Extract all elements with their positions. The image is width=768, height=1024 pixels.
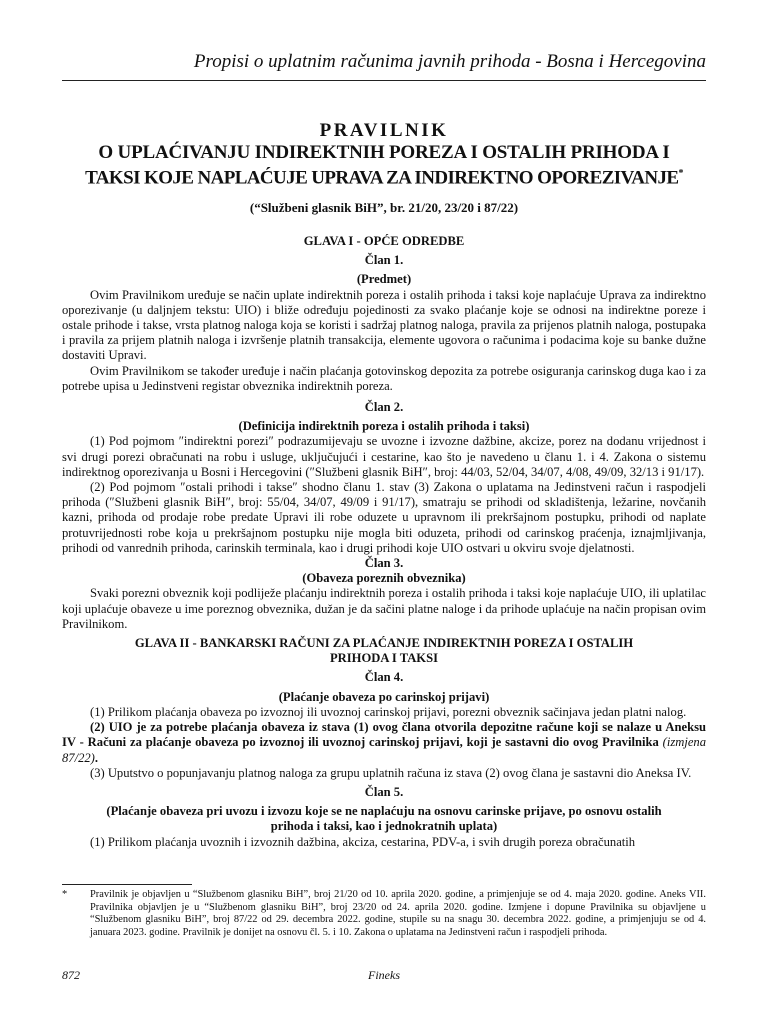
title-line-3 xyxy=(62,163,706,188)
article-4-paragraph-3: (3) Uputstvo o popunjavanju platnog naloga za grupu uplatnih računa iz stava (2) ovog člana je sastavni dio Aneksa IV. xyxy=(90,765,692,780)
article-1-subheading: (Predmet) xyxy=(356,272,412,287)
article-5-subheading-line-2: prihoda i taksi, kao i jednokratnih uplata) xyxy=(270,819,498,834)
article-4-subheading: (Plaćanje obaveza po carinskoj prijavi) xyxy=(278,689,490,704)
footnote-rule xyxy=(62,884,192,885)
title-line-2: O UPLAĆIVANJU INDIREKTNIH POREZA I OSTALIH PRIHODA I xyxy=(98,142,670,163)
chapter-heading-2-line-1: GLAVA II - BANKARSKI RAČUNI ZA PLAĆANJE INDIREKTNIH POREZA I OSTALIH xyxy=(134,636,634,651)
document-title xyxy=(62,120,706,188)
publisher-name: Fineks xyxy=(368,968,400,982)
article-4-heading: Član 4. xyxy=(364,670,404,685)
article-2-heading: Član 2. xyxy=(364,400,404,415)
chapter-heading-2-line-2: PRIHODA I TAKSI xyxy=(329,651,438,666)
article-3-subheading: (Obaveza poreznih obveznika) xyxy=(302,571,466,586)
article-5-heading: Član 5. xyxy=(364,784,404,799)
footnote-mark: * xyxy=(62,889,68,900)
title-footnote-mark: * xyxy=(678,168,683,179)
title-line-1: PRAVILNIK xyxy=(319,120,449,141)
document-body xyxy=(62,234,706,850)
article-2-subheading: (Definicija indirektnih poreza i ostalih prihoda i taksi) xyxy=(238,419,530,434)
article-4-paragraph-2-bold: (2) UIO je za potrebe plaćanja obaveza iz stava (1) ovog člana otvorila depozitne račune koji se nalaze u Aneksu IV - Računi za plaćanje obaveza po izvoznoj ili uvoznoj carinskoj prijavi, koji je sastavni dio ovog Pravilnika xyxy=(62,720,706,750)
article-1-heading: Član 1. xyxy=(364,253,404,268)
article-2-paragraph-1: (1) Pod pojmom ″indirektni porezi″ podrazumijevaju se uvozne i izvozne dažbine, akcize, porez na dodanu vrijednost i svi drugi porezi obračunati na robu i usluge, uključujući i cestarine, kao što je navedeno u članu 1. i 4. Zakona o sistemu indirektnog oporezivanja u Bosni i Hercegovini (″Službeni glasnik BiH″, broj: 44/03, 52/04, 34/07, 4/08, 49/09, 32/13 i 91/17). xyxy=(62,434,706,479)
page-number: 872 xyxy=(62,968,80,982)
header-rule xyxy=(62,80,706,81)
article-5-subheading-line-1: (Plaćanje obaveza pri uvozu i izvozu koje se ne naplaćuju na osnovu carinske prijave, po osnovu ostalih xyxy=(106,804,662,819)
article-5-paragraph-1: (1) Prilikom plaćanja uvoznih i izvoznih dažbina, akciza, cestarina, PDV-a, i svih drugih poreza obračunatih xyxy=(90,834,636,849)
article-3-paragraph-1: Svaki porezni obveznik koji podliježe plaćanju indirektnih poreza i ostalih prihoda i taksi koje naplaćuje UIO, ili uplatilac koji uplaćuje obaveze u ime poreznog obveznika, dužan je da sačini platne naloge i da prihode uplaćuje na način propisan ovim Pravilnikom. xyxy=(62,586,706,631)
amendment-note: (izmjena 87/22) xyxy=(62,735,706,765)
title-line-3-text: TAKSI KOJE NAPLAĆUJE UPRAVA ZA INDIREKTNO OPOREZIVANJE xyxy=(85,167,679,189)
article-4-paragraph-1: (1) Prilikom plaćanja obaveza po izvoznoj ili uvoznoj carinskoj prijavi, porezni obveznik sačinjava jedan platni nalog. xyxy=(90,704,687,719)
article-1-paragraph-1: Ovim Pravilnikom uređuje se način uplate indirektnih poreza i ostalih prihoda i taksi koje naplaćuje Uprava za indirektno oporezivanje (u daljnjem tekstu: UIO) i bliže određuju pojedinosti za svako plaćanje koje se odnosi na indirektne poreze i ostale prihode i takse, vrsta platnog naloga koja se koristi i sadržaj platnog naloga, pravila za prijenos platnih naloga, postupaka i pravila za prijem platnih naloga i izvršenje platnih transakcija, elemente ugovora o računima i podacima koje su banke dužne dostaviti Upravi. xyxy=(62,287,706,363)
article-4-paragraph-2 xyxy=(62,720,706,766)
gazette-reference: (“Službeni glasnik BiH”, br. 21/20, 23/20 i 87/22) xyxy=(249,200,519,215)
chapter-heading-1: GLAVA I - OPĆE ODREDBE xyxy=(303,234,465,248)
footnote-text: Pravilnik je objavljen u “Službenom glasniku BiH”, broj 21/20 od 10. aprila 2020. godine, a primjenjuje se od 4. maja 2020. godine. Aneks VII. Pravilnika objavljen je u “Službenom glasniku BiH”, broj 23/20 od 24. aprila 2020. godine. Izmjene i dopune Pravilnika su objavljene u “Službenom glasniku BiH”, broj 87/22 od 29. decembra 2022. godine, stupile su na snagu 30. decembra 2022. godine, a primjenjuju se od 4. januara 2023. godine. Pravilnik je donijet na osnovu čl. 5. i 10. Zakona o uplatama na Jedinstveni račun i raspodjeli prihoda. xyxy=(90,889,706,938)
article-3-heading: Član 3. xyxy=(364,556,404,571)
running-header: Propisi o uplatnim računima javnih prihoda - Bosna i Hercegovina xyxy=(193,51,706,72)
article-2-paragraph-2: (2) Pod pojmom ″ostali prihodi i takse″ shodno članu 1. stav (3) Zakona o uplatama na Jedinstveni račun i raspodjeli prihoda (″Službeni glasnik BiH″, broj: 55/04, 34/07, 49/09 i 91/17), smatraju se prihodi od skladištenja, ležarine, novčanih kazni, prihoda od prodaje robe predate Upravi ili robe oduzete u upravnom ili prekršajnom postupku, prihodi od naplate protuvrijednosti robe koja u prekršajnom postupku nije mogla biti oduzeta, prihodi od carinskog praćenja, iznajmljivanja, prihodi od vanrednih prihoda, carinskih terminala, kao i drugi prihodi koje UIO ostvari u okviru svoje djelatnosti. xyxy=(62,480,706,555)
footnote xyxy=(62,889,706,939)
article-1-paragraph-2: Ovim Pravilnikom se također uređuje i način plaćanja gotovinskog depozita za potrebe osiguranja carinskog duga kao i za potrebe upisa u Jedinstveni registar obveznika indirektnih poreza. xyxy=(62,363,706,393)
article-4-paragraph-2-end: . xyxy=(94,750,99,765)
